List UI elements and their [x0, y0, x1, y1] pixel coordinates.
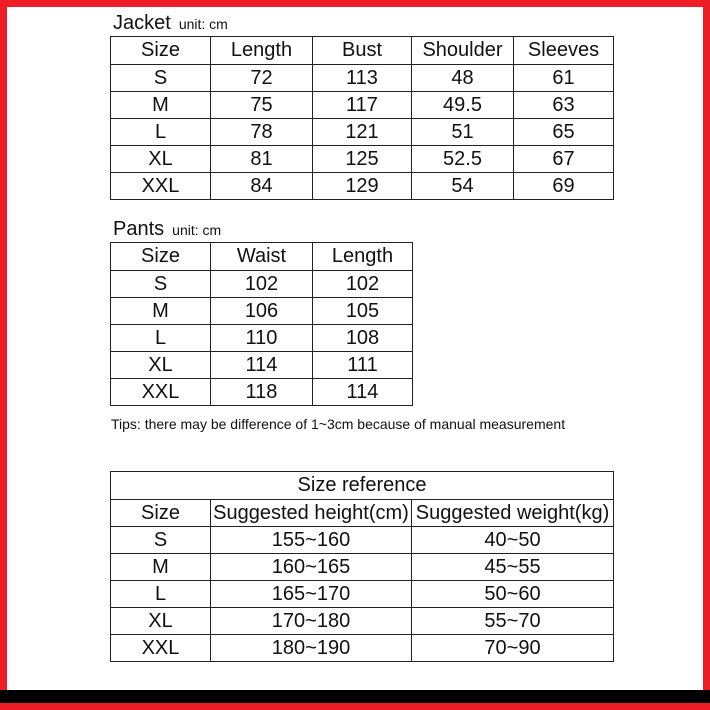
table-header-row — [111, 243, 413, 271]
table-row — [111, 271, 413, 298]
header-cell: Shoulder — [412, 37, 514, 65]
table-title-row — [111, 472, 614, 500]
table-cell: 118 — [211, 379, 313, 406]
table-cell: 102 — [313, 271, 413, 298]
header-cell: Suggested weight(kg) — [412, 500, 614, 527]
table-row — [111, 379, 413, 406]
table-cell: 129 — [313, 173, 412, 200]
table-cell: 65 — [514, 119, 614, 146]
table-cell: 170~180 — [211, 608, 412, 635]
table-cell: 155~160 — [211, 527, 412, 554]
table-cell: 108 — [313, 325, 413, 352]
table-cell: 40~50 — [412, 527, 614, 554]
table-header-row — [111, 500, 614, 527]
table-cell: 54 — [412, 173, 514, 200]
table-cell: 125 — [313, 146, 412, 173]
table-row — [111, 146, 614, 173]
table-cell: S — [111, 271, 211, 298]
table-cell: XXL — [111, 635, 211, 662]
table-row — [111, 635, 614, 662]
table-cell: 113 — [313, 65, 412, 92]
pants-title: Pants — [113, 218, 165, 240]
table-cell: 72 — [211, 65, 313, 92]
table-cell: 106 — [211, 298, 313, 325]
table-row — [111, 527, 614, 554]
jacket-title: Jacket — [113, 12, 171, 34]
table-cell: L — [111, 325, 211, 352]
table-cell: 81 — [211, 146, 313, 173]
header-cell: Length — [211, 37, 313, 65]
table-cell: 84 — [211, 173, 313, 200]
table-row — [111, 352, 413, 379]
table-cell: 49.5 — [412, 92, 514, 119]
table-cell: 110 — [211, 325, 313, 352]
jacket-unit: unit: cm — [178, 16, 228, 32]
table-cell: XL — [111, 146, 211, 173]
table-row — [111, 581, 614, 608]
table-cell: XL — [111, 608, 211, 635]
table-cell: M — [111, 92, 211, 119]
header-cell: Size — [111, 500, 211, 527]
table-cell: 180~190 — [211, 635, 412, 662]
table-cell: 78 — [211, 119, 313, 146]
table-cell: 55~70 — [412, 608, 614, 635]
table-cell: 114 — [211, 352, 313, 379]
table-cell: S — [111, 65, 211, 92]
table-header-row — [111, 37, 614, 65]
table-cell: L — [111, 581, 211, 608]
header-cell: Sleeves — [514, 37, 614, 65]
table-cell: 48 — [412, 65, 514, 92]
table-cell: 67 — [514, 146, 614, 173]
pants-heading — [113, 219, 221, 240]
header-cell: Bust — [313, 37, 412, 65]
header-cell: Size — [111, 243, 211, 271]
table-row — [111, 65, 614, 92]
table-cell: 105 — [313, 298, 413, 325]
table-cell: 63 — [514, 92, 614, 119]
header-cell: Suggested height(cm) — [211, 500, 412, 527]
table-cell: 102 — [211, 271, 313, 298]
jacket-heading — [113, 13, 228, 34]
table-cell: M — [111, 298, 211, 325]
table-cell: 117 — [313, 92, 412, 119]
table-cell: XL — [111, 352, 211, 379]
table-cell: 51 — [412, 119, 514, 146]
table-cell: 111 — [313, 352, 413, 379]
table-cell: 114 — [313, 379, 413, 406]
table-cell: XXL — [111, 379, 211, 406]
table-cell: 50~60 — [412, 581, 614, 608]
table-cell: 70~90 — [412, 635, 614, 662]
table-cell: M — [111, 554, 211, 581]
table-row — [111, 554, 614, 581]
table-cell: L — [111, 119, 211, 146]
table-cell: 45~55 — [412, 554, 614, 581]
table-cell: 165~170 — [211, 581, 412, 608]
table-cell: 160~165 — [211, 554, 412, 581]
header-cell: Waist — [211, 243, 313, 271]
table-cell: XXL — [111, 173, 211, 200]
size-reference-title: Size reference — [111, 472, 614, 500]
table-row — [111, 119, 614, 146]
table-cell: 75 — [211, 92, 313, 119]
size-reference-table — [110, 471, 614, 662]
table-row — [111, 298, 413, 325]
measurement-tip: Tips: there may be difference of 1~3cm because of manual measurement — [111, 416, 566, 432]
table-cell: 121 — [313, 119, 412, 146]
header-cell: Size — [111, 37, 211, 65]
table-cell: 69 — [514, 173, 614, 200]
pants-size-table — [110, 242, 413, 406]
pants-unit: unit: cm — [172, 222, 222, 238]
table-row — [111, 608, 614, 635]
table-row — [111, 92, 614, 119]
table-cell: S — [111, 527, 211, 554]
table-cell: 61 — [514, 65, 614, 92]
table-row — [111, 173, 614, 200]
jacket-size-table — [110, 36, 614, 200]
header-cell: Length — [313, 243, 413, 271]
bottom-black-band — [0, 690, 710, 703]
table-cell: 52.5 — [412, 146, 514, 173]
table-row — [111, 325, 413, 352]
